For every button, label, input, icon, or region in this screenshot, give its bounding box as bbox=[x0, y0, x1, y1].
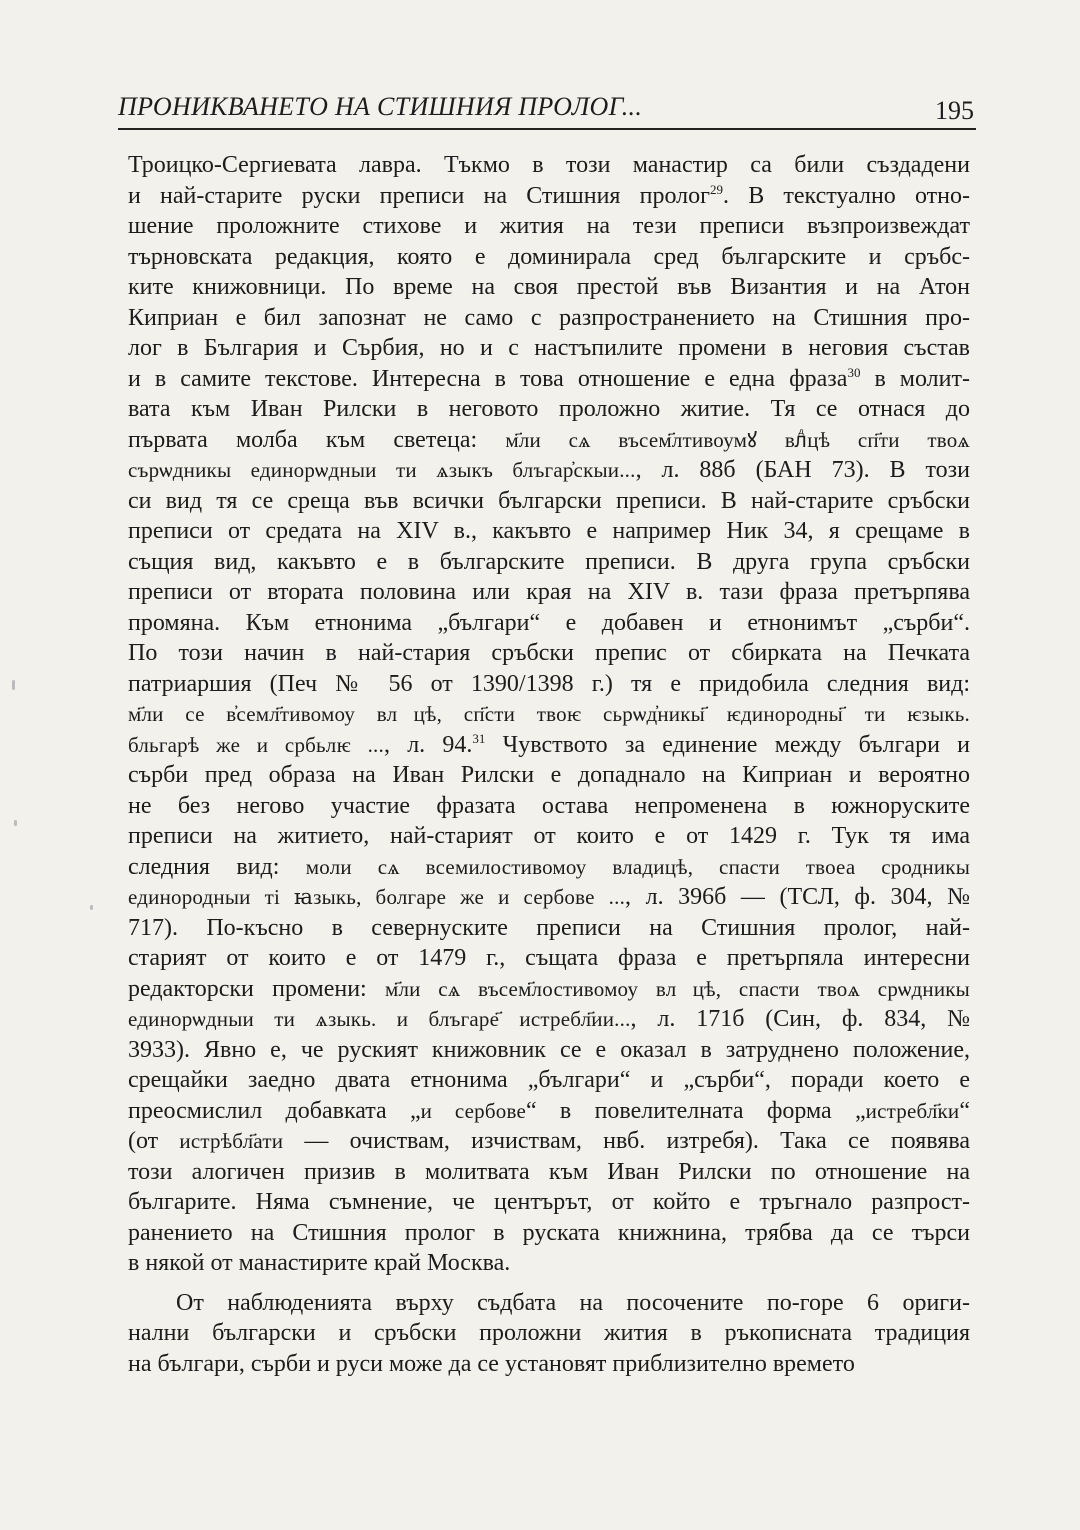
text-run: , л. 94. bbox=[383, 731, 473, 758]
church-slavonic-quote: единорѡдныи ти ѧзыкь. и блъгаре҃ истребл҃ии... bbox=[128, 1007, 631, 1031]
text-run: промяна. Към етнонима „българи“ е добавен и етнонимът „сърби“. bbox=[128, 609, 970, 636]
text-run: 717). По-късно в севернуските преписи на Стишния пролог, най- bbox=[128, 914, 970, 941]
footnote-ref: 30 bbox=[847, 364, 861, 380]
text-line bbox=[128, 852, 970, 883]
text-line bbox=[128, 303, 970, 334]
text-run: Киприан е бил запознат не само с разпространението на Стишния про- bbox=[128, 304, 970, 331]
text-run: българите. Няма съмнение, че центърът, от който е тръгнало разпрост- bbox=[128, 1189, 970, 1215]
text-line bbox=[128, 333, 970, 364]
text-run: По този начин в най-стария сръбски препис от сбирката на Печката bbox=[128, 640, 970, 666]
text-line bbox=[128, 1126, 970, 1157]
church-slavonic-quote: единородныи ті ꙗзыкь, болгаре же и сербове ... bbox=[128, 885, 626, 909]
text-run: си вид тя се среща във всички български преписи. В най-старите сръбски bbox=[128, 487, 970, 514]
text-run: преписи на житието, най-старият от които е от 1429 г. Тук тя има bbox=[128, 823, 970, 849]
church-slavonic-quote: моли сѧ всемилостивомоу владицѣ, спасти твоеа сродникы bbox=[305, 854, 970, 879]
text-line bbox=[128, 577, 970, 608]
text-run: преписи от втората половина или края на XIV в. тази фраза претърпява bbox=[128, 579, 970, 605]
text-run: старият от които е от 1479 г., същата фраза е претърпяла интересни bbox=[128, 945, 970, 971]
scan-mark bbox=[90, 905, 93, 910]
church-slavonic-quote: м҃ли сѧ въсем҃лостивомоу влⷣцѣ, спасти твоѧ срѡдникы bbox=[384, 976, 970, 1001]
text-run: , л. 396б — (ТСЛ, ф. 304, № bbox=[625, 884, 970, 910]
text-run: първата молба към светеца: bbox=[128, 426, 506, 453]
text-run: лог в България и Сърбия, но и с настъпилите промени в неговия състав bbox=[128, 335, 970, 361]
text-run: патриаршия (Печ № 56 от 1390/1398 г.) тя е придобила следния вид: bbox=[128, 670, 970, 697]
text-line bbox=[128, 1157, 970, 1188]
church-slavonic-quote: и сербове bbox=[420, 1098, 526, 1123]
text-line bbox=[128, 211, 970, 242]
text-line bbox=[128, 913, 970, 944]
text-line bbox=[128, 608, 970, 639]
text-run: . В текстуално отно- bbox=[723, 182, 970, 209]
text-line bbox=[128, 1349, 970, 1380]
scan-mark bbox=[14, 820, 17, 826]
text-run: в някой от манастирите край Москва. bbox=[128, 1250, 511, 1276]
running-title: ПРОНИКВАНЕТО НА СТИШНИЯ ПРОЛОГ... bbox=[118, 92, 643, 121]
text-run: , л. 88б (БАН 73). В този bbox=[635, 457, 970, 483]
text-line bbox=[128, 1004, 970, 1035]
text-line bbox=[128, 394, 970, 425]
text-run: , л. 171б (Син, ф. 834, № bbox=[630, 1006, 970, 1032]
text-run: и най-старите руски преписи на Стишния пролог bbox=[128, 182, 710, 209]
text-line bbox=[128, 364, 970, 395]
church-slavonic-quote: м҃ли се в҆семл҃тивомоу влⷣцѣ, сп҃сти твоѥ сьрѡд҆никы҃ ѥдинородны҃ ти ѥзыкь. bbox=[128, 702, 970, 726]
text-line bbox=[128, 1035, 970, 1066]
text-run: шение проложните стихове и жития на тези преписи възпроизвеждат bbox=[128, 213, 970, 239]
text-run: сърби пред образа на Иван Рилски е допаднало на Киприан и вероятно bbox=[128, 762, 970, 788]
paragraph bbox=[128, 150, 970, 1279]
text-line bbox=[128, 821, 970, 852]
text-line bbox=[128, 730, 970, 761]
text-run: ранението на Стишния пролог в руската книжнина, трябва да се търси bbox=[128, 1219, 970, 1246]
text-run: нални български и сръбски проложни жития в ръкописната традиция bbox=[128, 1320, 970, 1346]
text-run: преписи от средата на XIV в., какъвто е например Ник 34, я срещаме в bbox=[128, 518, 970, 544]
text-run: редакторски промени: bbox=[128, 975, 385, 1002]
text-line bbox=[128, 242, 970, 273]
text-line bbox=[128, 272, 970, 303]
body-text bbox=[128, 150, 970, 1379]
church-slavonic-quote: сърѡдникы единорѡдныи ти ѧзыкъ блъгар҆скыи... bbox=[128, 458, 636, 482]
text-line bbox=[128, 1248, 970, 1279]
text-line bbox=[128, 882, 970, 913]
text-line bbox=[128, 669, 970, 700]
page-number: 195 bbox=[935, 96, 974, 125]
text-run: срещайки заедно двата етнонима „българи“ и „сърби“, поради което е bbox=[128, 1067, 970, 1093]
footnote-ref: 31 bbox=[472, 730, 486, 746]
text-run: същия вид, какъвто е в българските преписи. В друга група сръбски bbox=[128, 548, 970, 575]
text-line bbox=[128, 1065, 970, 1096]
text-line bbox=[128, 1318, 970, 1349]
church-slavonic-quote: истребл҃ки bbox=[865, 1098, 960, 1123]
text-line bbox=[128, 547, 970, 578]
paragraph bbox=[128, 1288, 970, 1380]
text-run: този алогичен призив в молитвата към Иван Рилски по отношение на bbox=[128, 1158, 970, 1185]
text-line bbox=[128, 150, 970, 181]
text-line bbox=[128, 1096, 970, 1127]
text-line bbox=[128, 455, 970, 486]
text-run: “ bbox=[959, 1097, 971, 1124]
text-line bbox=[128, 1218, 970, 1249]
text-line bbox=[128, 699, 970, 730]
text-run: на българи, сърби и руси може да се установят приблизително времето bbox=[128, 1350, 855, 1377]
text-run: (от bbox=[128, 1128, 180, 1154]
text-line bbox=[128, 791, 970, 822]
text-line bbox=[128, 516, 970, 547]
church-slavonic-quote: истрѣбл҃ати bbox=[179, 1129, 284, 1153]
text-line bbox=[128, 425, 970, 456]
text-run: следния вид: bbox=[128, 853, 306, 880]
text-line bbox=[128, 181, 970, 212]
text-line bbox=[128, 1288, 970, 1319]
church-slavonic-quote: м҃ли сѧ въсем҃лтивоумꙋ влⷣцѣ сп҃ти твоѧ bbox=[505, 427, 970, 452]
text-line bbox=[128, 486, 970, 517]
text-run: не без негово участие фразата остава непроменена в южноруските bbox=[128, 792, 970, 819]
text-line bbox=[128, 760, 970, 791]
text-run: търновската редакция, която е доминирала сред българските и сръбс- bbox=[128, 243, 970, 270]
text-run: От наблюденията върху съдбата на посочените по-горе 6 ориги- bbox=[176, 1289, 970, 1316]
text-line bbox=[128, 638, 970, 669]
footnote-ref: 29 bbox=[710, 181, 723, 197]
text-run: ките книжовници. По време на своя престой във Византия и на Атон bbox=[128, 274, 970, 300]
running-header bbox=[118, 88, 976, 130]
scan-mark bbox=[12, 680, 15, 690]
text-line bbox=[128, 943, 970, 974]
text-run: “ в повелителната форма „ bbox=[525, 1097, 866, 1124]
text-run: 3933). Явно е, че руският книжовник се е оказал в затруднено положение, bbox=[128, 1036, 970, 1063]
text-run: Троицко-Сергиевата лавра. Тъкмо в този манастир са били създадени bbox=[128, 152, 970, 178]
text-run: Чувството за единение между българи и bbox=[485, 731, 970, 758]
text-run: в молит- bbox=[860, 365, 970, 392]
text-line bbox=[128, 974, 970, 1005]
text-run: — очиствам, изчиствам, нвб. изтребя). Така се появява bbox=[283, 1128, 970, 1154]
church-slavonic-quote: бльгарѣ же и србьлѥ ... bbox=[128, 732, 384, 757]
text-run: и в самите текстове. Интересна в това отношение е една фраза bbox=[128, 365, 848, 392]
text-line bbox=[128, 1187, 970, 1218]
text-run: преосмислил добавката „ bbox=[128, 1097, 421, 1124]
text-run: вата към Иван Рилски в неговото проложно житие. Тя се отнася до bbox=[128, 396, 970, 422]
